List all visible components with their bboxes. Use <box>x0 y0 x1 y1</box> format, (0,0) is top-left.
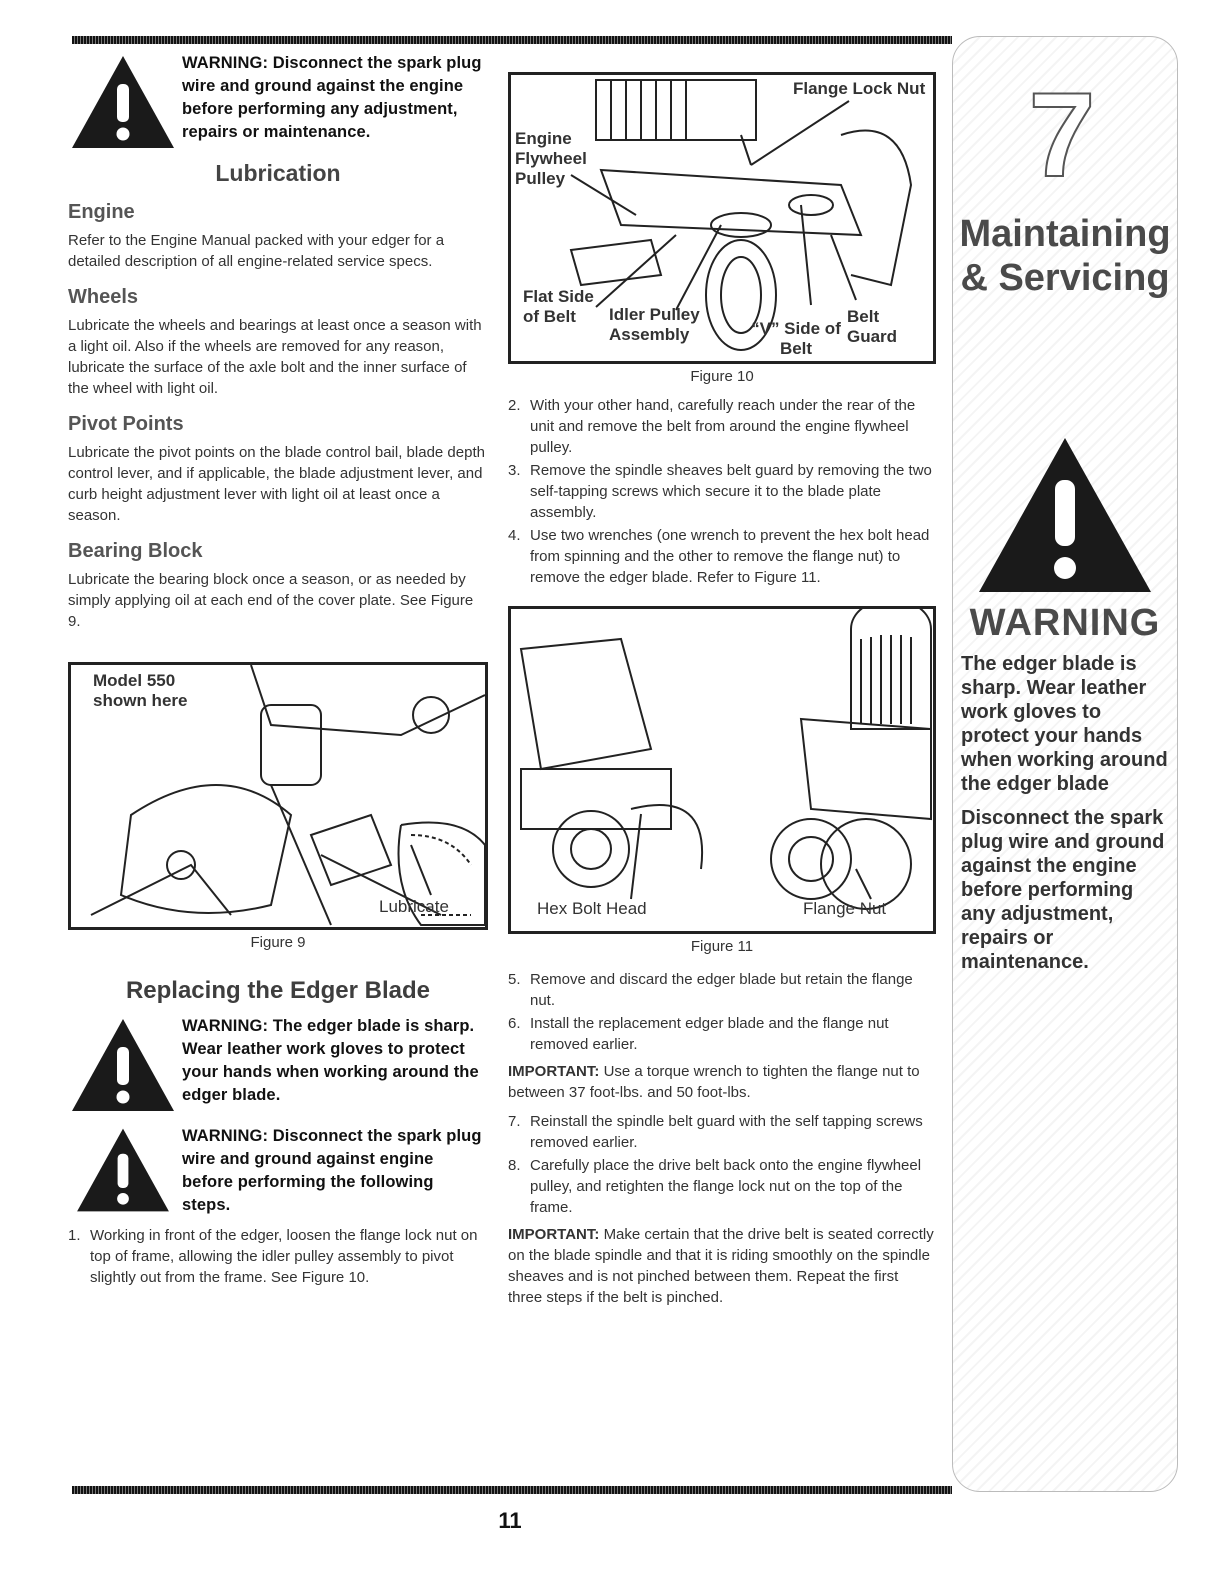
step-item <box>508 1155 936 1218</box>
steps-list-c <box>508 1111 936 1218</box>
step-text: Remove and discard the edger blade but retain the flange nut. <box>530 971 913 1009</box>
bottom-rule <box>72 1486 952 1494</box>
sidebar-warning-heading: WARNING <box>969 602 1161 644</box>
figure-10-belt-guard: Belt Guard <box>847 307 898 346</box>
important-text: Use a torque wrench to tighten the flange nut to between 37 foot-lbs. and 50 foot-lbs. <box>508 1063 920 1101</box>
bearing-block-heading: Bearing Block <box>68 540 203 562</box>
sidebar-warning-paragraph: Disconnect the spark plug wire and ground against the engine before performing any adjustment, repairs or maintenance. <box>961 807 1165 973</box>
step-number: 6. <box>508 1015 521 1032</box>
step-item <box>508 969 936 1011</box>
step-number: 7. <box>508 1113 521 1130</box>
bearing-block-text: Lubricate the bearing block once a season, or as needed by simply applying oil at each end of the cover plate. See Figure 9. <box>68 571 474 630</box>
step-number: 8. <box>508 1157 521 1174</box>
figure-10-flange-lock-nut: Flange Lock Nut <box>793 79 926 98</box>
engine-text: Refer to the Engine Manual packed with your edger for a detailed description of all engine-related service specs. <box>68 232 445 270</box>
top-rule <box>72 36 952 44</box>
step-number: 4. <box>508 527 521 544</box>
step-text: Remove the spindle sheaves belt guard by removing the two self-tapping screws which secure it to the blade plate assembly. <box>530 462 932 521</box>
step-number: 1. <box>68 1227 81 1244</box>
pivot-points-heading: Pivot Points <box>68 413 184 435</box>
step-text: Reinstall the spindle belt guard with the self tapping screws removed earlier. <box>530 1113 923 1151</box>
replacing-blade-title: Replacing the Edger Blade <box>125 977 431 1004</box>
figure-10-v-side: “V” Side of Belt <box>751 319 841 358</box>
wheels-text: Lubricate the wheels and bearings at least once a season with a light oil. Also if the wheels are removed for any reason, lubricate the surface of the axle bolt and the inner surface of the wheel with light oil. <box>68 317 482 397</box>
chapter-sidebar <box>952 36 1178 1492</box>
important-note-belt <box>508 1224 936 1308</box>
figure-9-caption: Figure 9 <box>250 934 306 951</box>
warning-disconnect-text: WARNING: Disconnect the spark plug wire and ground against engine before performing the following steps. <box>182 1127 482 1214</box>
figure-10-engine-flywheel-pulley: Engine Flywheel Pulley <box>515 129 587 188</box>
wheels-heading: Wheels <box>68 286 139 308</box>
figure-10 <box>508 72 936 364</box>
sidebar-warning-paragraph: The edger blade is sharp. Wear leather work gloves to protect your hands when working around the edger blade <box>961 653 1168 795</box>
important-text: Make certain that the drive belt is seated correctly on the blade spindle and that it is riding smoothly on the spindle sheaves and is not pinched between them. Repeat the first three steps if the belt is pinched. <box>508 1226 934 1306</box>
sidebar-warning-text <box>961 652 1171 984</box>
warning-triangle-icon <box>68 1015 178 1115</box>
figure-11-illustration <box>511 609 933 931</box>
step-item <box>68 1225 488 1288</box>
warning-sharp <box>68 1015 488 1115</box>
figure-11-flange-nut: Flange Nut <box>803 899 887 918</box>
figure-9-model-label: Model 550 shown here <box>93 671 188 710</box>
chapter-title-line-1: Maintaining <box>959 213 1171 255</box>
step-text: Carefully place the drive belt back onto the engine flywheel pulley, and retighten the flange lock nut on the top of the frame. <box>530 1157 922 1216</box>
figure-10-idler-pulley: Idler Pulley Assembly <box>609 305 700 344</box>
steps-list-left <box>68 1225 488 1288</box>
step-number: 3. <box>508 462 521 479</box>
page-number: 11 <box>498 1508 522 1533</box>
figure-11 <box>508 606 936 934</box>
chapter-title <box>953 212 1177 300</box>
step-item <box>508 395 936 458</box>
warning-sharp-text: WARNING: The edger blade is sharp. Wear leather work gloves to protect your hands when working around the edger blade. <box>182 1017 479 1104</box>
important-label: IMPORTANT: <box>508 1063 600 1080</box>
steps-list-b <box>508 969 936 1055</box>
important-note-torque <box>508 1061 936 1103</box>
chapter-number: 7 <box>1028 68 1096 202</box>
warning-top-text: WARNING: Disconnect the spark plug wire and ground against the engine before performing any adjustment, repairs or maintenance. <box>182 54 482 141</box>
warning-disconnect <box>68 1125 488 1217</box>
step-text: Use two wrenches (one wrench to prevent the hex bolt head from spinning and the other to remove the flange nut) to remove the edger blade. Refer to Figure 11. <box>530 527 930 586</box>
step-text: With your other hand, carefully reach under the rear of the unit and remove the belt from around the engine flywheel pulley. <box>530 397 916 456</box>
step-item <box>508 460 936 523</box>
step-number: 5. <box>508 971 521 988</box>
figure-9 <box>68 662 488 930</box>
figure-10-caption: Figure 10 <box>690 368 754 385</box>
middle-column <box>508 52 936 1316</box>
step-item <box>508 525 936 588</box>
warning-triangle-icon <box>68 52 178 152</box>
pivot-points-text: Lubricate the pivot points on the blade control bail, blade depth control lever, and if applicable, the blade adjustment lever, and curb height adjustment lever with light oil at least once a season. <box>68 444 485 524</box>
step-item <box>508 1111 936 1153</box>
engine-heading: Engine <box>68 201 135 223</box>
step-text: Install the replacement edger blade and the flange nut removed earlier. <box>530 1015 889 1053</box>
warning-triangle-icon <box>975 432 1155 597</box>
figure-9-lubricate-label: Lubricate <box>379 897 449 916</box>
warning-top <box>68 52 488 152</box>
figure-11-caption: Figure 11 <box>690 938 754 955</box>
chapter-title-line-2: & Servicing <box>960 257 1170 299</box>
step-number: 2. <box>508 397 521 414</box>
left-column <box>68 52 488 1290</box>
step-item <box>508 1013 936 1055</box>
figure-11-hex-bolt-head: Hex Bolt Head <box>537 899 647 918</box>
warning-triangle-icon <box>68 1125 178 1215</box>
steps-list-a <box>508 395 936 588</box>
step-text: Working in front of the edger, loosen the flange lock nut on top of frame, allowing the idler pulley assembly to pivot slightly out from the frame. See Figure 10. <box>90 1227 478 1286</box>
lubrication-title: Lubrication <box>215 160 341 186</box>
figure-10-flat-side: Flat Side of Belt <box>523 287 594 326</box>
important-label: IMPORTANT: <box>508 1226 600 1243</box>
